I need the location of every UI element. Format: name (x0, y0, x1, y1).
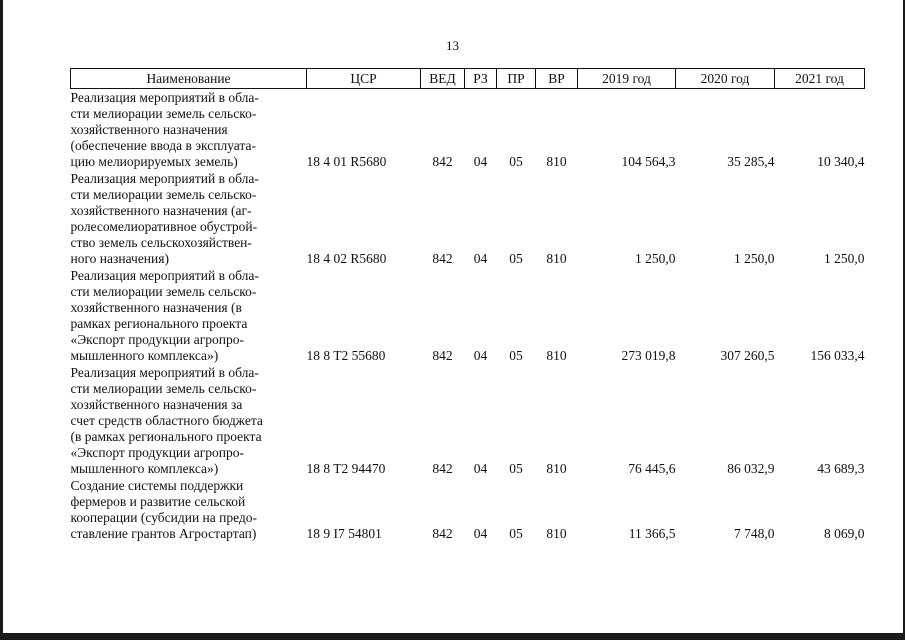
row-rz: 04 (473, 348, 488, 363)
header-2021: 2021 год (775, 69, 865, 89)
row-pr: 05 (509, 526, 523, 541)
row-ved: 842 (432, 461, 453, 476)
header-row (71, 69, 865, 89)
row-name: Реализация мероприятий в обла- сти мелиорации земель сельско- хозяйственного назначения за счет средств областного бюджета (в рамках регионального проекта «Экспорт продукции агропро- мышленного комплекса») (70, 365, 263, 476)
row-csr: 18 4 01 R5680 (306, 154, 387, 169)
row-rz: 04 (473, 526, 488, 541)
row-amount-2021: 1 250,0 (824, 251, 865, 266)
row-pr: 05 (509, 461, 523, 476)
row-amount-2021: 156 033,4 (810, 348, 865, 363)
budget-table (70, 68, 865, 542)
header-2020: 2020 год (676, 69, 775, 89)
row-vr: 810 (546, 461, 567, 476)
scan-border-left (0, 0, 3, 634)
row-pr: 05 (509, 348, 523, 363)
row-pr: 05 (509, 251, 523, 266)
table-row (71, 477, 865, 542)
header-csr: ЦСР (307, 69, 421, 89)
row-ved: 842 (432, 348, 453, 363)
row-amount-2020: 7 748,0 (734, 526, 775, 541)
scan-border-bottom (0, 633, 905, 640)
row-vr: 810 (546, 348, 567, 363)
row-vr: 810 (546, 251, 567, 266)
row-amount-2020: 35 285,4 (727, 154, 775, 169)
row-vr: 810 (546, 154, 567, 169)
row-amount-2021: 10 340,4 (817, 154, 865, 169)
row-amount-2021: 8 069,0 (824, 526, 865, 541)
table-row (71, 267, 865, 364)
row-amount-2019: 1 250,0 (635, 251, 676, 266)
row-amount-2020: 86 032,9 (727, 461, 775, 476)
header-pr: ПР (497, 69, 536, 89)
row-amount-2019: 76 445,6 (628, 461, 676, 476)
row-amount-2021: 43 689,3 (817, 461, 865, 476)
row-rz: 04 (473, 461, 488, 476)
row-vr: 810 (546, 526, 567, 541)
table-row (71, 170, 865, 267)
row-amount-2019: 104 564,3 (621, 154, 676, 169)
row-ved: 842 (432, 154, 453, 169)
row-amount-2020: 307 260,5 (720, 348, 775, 363)
header-vr: ВР (536, 69, 578, 89)
row-name: Реализация мероприятий в обла- сти мелиорации земель сельско- хозяйственного назначения (аг- ролесомелиоративное обустрой- ство земель сельскохозяйствен- ного назначения) (70, 171, 259, 266)
header-name: Наименование (71, 69, 307, 89)
row-name: Реализация мероприятий в обла- сти мелиорации земель сельско- хозяйственного назначения (в рамках регионального проекта «Экспорт продукции агропро- мышленного комплекса») (70, 268, 259, 363)
row-name: Реализация мероприятий в обла- сти мелиорации земель сельско- хозяйственного назначения (обеспечение ввода в эксплуата- цию мелиорируемых земель) (70, 90, 259, 169)
table-row (71, 364, 865, 477)
row-csr: 18 9 I7 54801 (306, 526, 382, 541)
row-rz: 04 (473, 251, 488, 266)
table-row (71, 89, 865, 171)
row-ved: 842 (432, 251, 453, 266)
row-csr: 18 8 T2 94470 (306, 461, 386, 476)
row-rz: 04 (473, 154, 488, 169)
row-amount-2019: 273 019,8 (621, 348, 676, 363)
row-pr: 05 (509, 154, 523, 169)
row-amount-2020: 1 250,0 (734, 251, 775, 266)
row-csr: 18 4 02 R5680 (306, 251, 387, 266)
header-ved: ВЕД (421, 69, 465, 89)
row-ved: 842 (432, 526, 453, 541)
row-name: Создание системы поддержки фермеров и развитие сельской кооперации (субсидии на предо- ставление грантов Агростартап) (70, 478, 258, 541)
row-amount-2019: 11 366,5 (628, 526, 676, 541)
header-2019: 2019 год (578, 69, 676, 89)
row-csr: 18 8 T2 55680 (306, 348, 386, 363)
header-rz: РЗ (465, 69, 497, 89)
page-number: 13 (446, 38, 459, 53)
